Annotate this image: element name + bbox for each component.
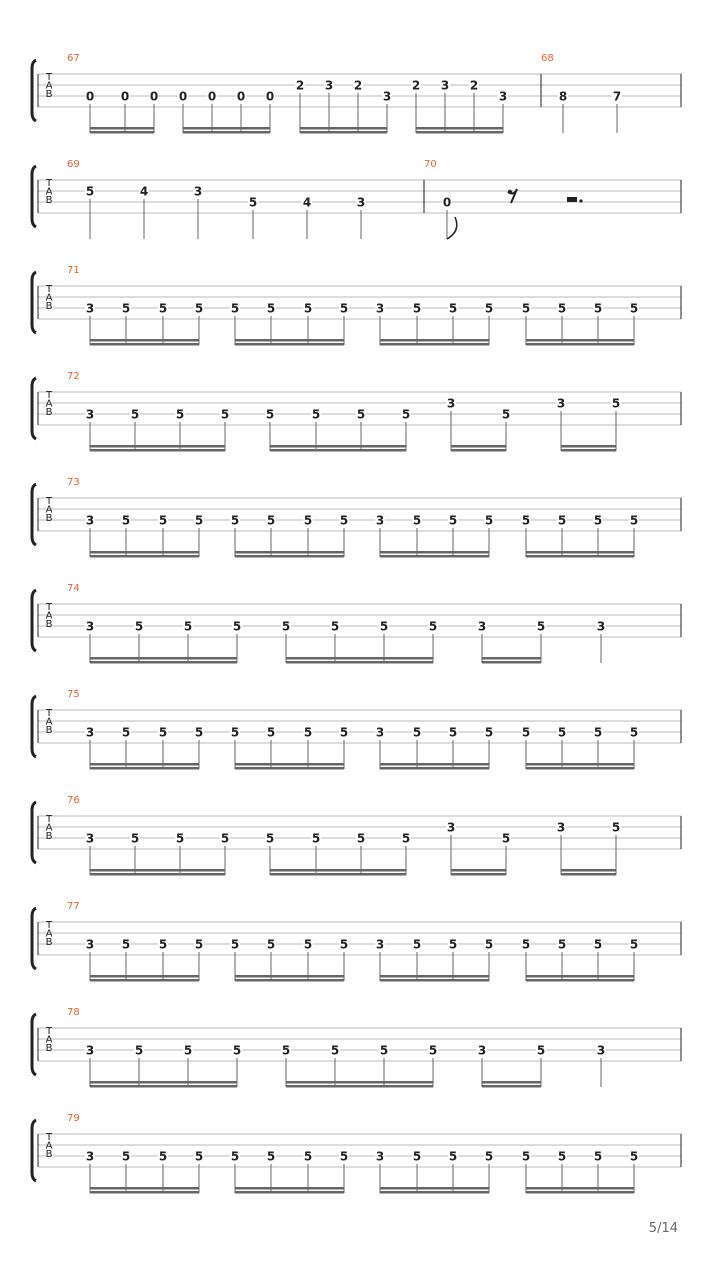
- fret-number: 5: [484, 301, 494, 316]
- note-beam: [451, 445, 506, 448]
- tab-clef-letter: T: [45, 178, 53, 189]
- tab-clef-letter: B: [45, 89, 53, 100]
- note-beam: [561, 869, 616, 872]
- note-beam: [526, 551, 634, 554]
- bracket-brace-icon: [32, 1120, 36, 1181]
- fret-number: 5: [130, 407, 140, 422]
- fret-number: 3: [375, 513, 385, 528]
- note-beam: [380, 1187, 489, 1190]
- note-beam: [286, 1085, 433, 1088]
- measure-number: 69: [67, 159, 80, 170]
- fret-number: 5: [356, 407, 366, 422]
- note-beam: [451, 873, 506, 876]
- note-beam: [235, 979, 344, 982]
- measure-number: 70: [424, 159, 437, 170]
- note-beam: [183, 131, 270, 134]
- fret-number: 5: [593, 725, 603, 740]
- note-beam: [526, 343, 634, 346]
- fret-number: 5: [158, 725, 168, 740]
- fret-number: 2: [469, 78, 479, 93]
- fret-number: 5: [629, 1149, 639, 1164]
- fret-number: 5: [230, 937, 240, 952]
- note-beam: [416, 127, 503, 130]
- tab-system: [32, 1007, 681, 1088]
- note-beam: [380, 339, 489, 342]
- bracket-brace-icon: [32, 696, 36, 757]
- bracket-brace-icon: [32, 1014, 36, 1075]
- fret-number: 2: [411, 78, 421, 93]
- fret-number: 5: [121, 725, 131, 740]
- fret-number: 5: [281, 619, 291, 634]
- fret-number: 3: [85, 937, 95, 952]
- fret-number: 5: [521, 725, 531, 740]
- fret-number: 5: [158, 1149, 168, 1164]
- fret-number: 5: [448, 1149, 458, 1164]
- tab-system: [32, 583, 681, 664]
- fret-number: 3: [477, 1043, 487, 1058]
- fret-number: 5: [230, 301, 240, 316]
- tab-clef-letter: B: [45, 619, 53, 630]
- fret-number: 3: [85, 831, 95, 846]
- note-beam: [286, 1081, 433, 1084]
- note-beam: [90, 339, 199, 342]
- note-beam: [300, 131, 387, 134]
- fret-number: 2: [353, 78, 363, 93]
- fret-number: 5: [428, 1043, 438, 1058]
- fret-number: 5: [232, 619, 242, 634]
- measure-number: 79: [67, 1113, 80, 1124]
- fret-number: 5: [412, 937, 422, 952]
- note-beam: [235, 975, 344, 978]
- fret-number: 5: [134, 619, 144, 634]
- note-beam: [451, 449, 506, 452]
- note-beam: [300, 127, 387, 130]
- note-beam: [235, 555, 344, 558]
- fret-number: 3: [375, 937, 385, 952]
- dotted-half-rest-icon: [567, 197, 577, 202]
- note-beam: [270, 869, 406, 872]
- note-beam: [90, 1187, 199, 1190]
- fret-number: 3: [375, 725, 385, 740]
- note-beam: [90, 661, 237, 664]
- note-beam: [451, 869, 506, 872]
- fret-number: 5: [501, 407, 511, 422]
- fret-number: 5: [248, 195, 258, 210]
- note-beam: [482, 657, 541, 660]
- note-beam: [90, 445, 225, 448]
- note-beam: [90, 979, 199, 982]
- note-beam: [270, 445, 406, 448]
- fret-number: 5: [175, 831, 185, 846]
- fret-number: 5: [339, 1149, 349, 1164]
- fret-number: 5: [401, 407, 411, 422]
- fret-number: 5: [412, 1149, 422, 1164]
- note-beam: [526, 767, 634, 770]
- fret-number: 5: [194, 513, 204, 528]
- fret-number: 0: [120, 89, 130, 104]
- fret-number: 5: [303, 725, 313, 740]
- measure-number: 76: [67, 795, 80, 806]
- note-beam: [380, 555, 489, 558]
- note-beam: [235, 763, 344, 766]
- note-beam: [380, 551, 489, 554]
- bracket-brace-icon: [32, 378, 36, 439]
- fret-number: 5: [121, 301, 131, 316]
- fret-number: 3: [556, 820, 566, 835]
- tab-clef-letter: B: [45, 831, 53, 842]
- fret-number: 5: [501, 831, 511, 846]
- fret-number: 5: [266, 1149, 276, 1164]
- fret-number: 5: [339, 301, 349, 316]
- note-beam: [270, 449, 406, 452]
- bracket-brace-icon: [32, 802, 36, 863]
- tab-clef-letter: T: [45, 920, 53, 931]
- note-beam: [380, 343, 489, 346]
- fret-number: 5: [158, 513, 168, 528]
- page-number: 5/14: [648, 1221, 678, 1236]
- fret-number: 5: [232, 1043, 242, 1058]
- note-beam: [90, 343, 199, 346]
- tab-clef-letter: B: [45, 1043, 53, 1054]
- fret-number: 5: [134, 1043, 144, 1058]
- fret-number: 5: [356, 831, 366, 846]
- fret-number: 5: [85, 184, 95, 199]
- bracket-brace-icon: [32, 166, 36, 227]
- tab-clef-letter: A: [45, 716, 53, 728]
- fret-number: 0: [207, 89, 217, 104]
- fret-number: 5: [339, 513, 349, 528]
- measure-number: 67: [67, 53, 80, 64]
- fret-number: 3: [356, 195, 366, 210]
- tab-system: [32, 159, 681, 239]
- note-beam: [183, 127, 270, 130]
- measure-number: 75: [67, 689, 80, 700]
- fret-number: 3: [477, 619, 487, 634]
- note-beam: [90, 975, 199, 978]
- fret-number: 5: [266, 937, 276, 952]
- fret-number: 5: [536, 619, 546, 634]
- rest-dot-head: [508, 190, 512, 194]
- tab-clef-letter: B: [45, 407, 53, 418]
- fret-number: 0: [265, 89, 275, 104]
- fret-number: 5: [311, 831, 321, 846]
- fret-number: 5: [121, 1149, 131, 1164]
- note-beam: [90, 657, 237, 660]
- fret-number: 5: [611, 396, 621, 411]
- tab-clef-letter: B: [45, 937, 53, 948]
- tab-clef-letter: T: [45, 284, 53, 295]
- note-beam: [235, 339, 344, 342]
- fret-number: 5: [183, 619, 193, 634]
- note-beam: [482, 1081, 541, 1084]
- fret-number: 5: [557, 513, 567, 528]
- tab-clef-letter: B: [45, 195, 53, 206]
- fret-number: 5: [303, 513, 313, 528]
- fret-number: 5: [266, 301, 276, 316]
- tab-clef-letter: T: [45, 708, 53, 719]
- note-beam: [561, 445, 616, 448]
- note-beam: [270, 873, 406, 876]
- tab-clef-letter: A: [45, 398, 53, 410]
- fret-number: 5: [220, 831, 230, 846]
- fret-number: 5: [158, 301, 168, 316]
- fret-number: 3: [556, 396, 566, 411]
- note-beam: [561, 449, 616, 452]
- fret-number: 5: [629, 725, 639, 740]
- tab-clef-letter: B: [45, 513, 53, 524]
- fret-number: 5: [593, 513, 603, 528]
- note-beam: [235, 1187, 344, 1190]
- tab-clef-letter: A: [45, 186, 53, 198]
- note-beam: [526, 1187, 634, 1190]
- fret-number: 5: [230, 513, 240, 528]
- fret-number: 4: [302, 195, 312, 210]
- fret-number: 5: [303, 1149, 313, 1164]
- fret-number: 3: [596, 1043, 606, 1058]
- fret-number: 0: [149, 89, 159, 104]
- note-beam: [380, 975, 489, 978]
- fret-number: 3: [85, 301, 95, 316]
- fret-number: 3: [498, 89, 508, 104]
- fret-number: 5: [281, 1043, 291, 1058]
- fret-number: 5: [629, 937, 639, 952]
- rest-dot: [579, 199, 582, 202]
- note-beam: [482, 1085, 541, 1088]
- note-beam: [286, 661, 433, 664]
- note-beam: [380, 763, 489, 766]
- bracket-brace-icon: [32, 272, 36, 333]
- tab-clef-letter: A: [45, 1140, 53, 1152]
- note-beam: [526, 1191, 634, 1194]
- tab-system: [32, 1113, 681, 1194]
- tab-clef-letter: T: [45, 496, 53, 507]
- note-beam: [526, 975, 634, 978]
- fret-number: 5: [412, 301, 422, 316]
- note-beam: [235, 551, 344, 554]
- fret-number: 0: [442, 195, 452, 210]
- measure-number: 68: [541, 53, 554, 64]
- fret-number: 4: [139, 184, 149, 199]
- fret-number: 5: [183, 1043, 193, 1058]
- tab-clef-letter: A: [45, 610, 53, 622]
- fret-number: 3: [85, 725, 95, 740]
- fret-number: 5: [428, 619, 438, 634]
- fret-number: 3: [193, 184, 203, 199]
- fret-number: 3: [85, 619, 95, 634]
- fret-number: 3: [85, 513, 95, 528]
- fret-number: 3: [375, 1149, 385, 1164]
- fret-number: 5: [412, 513, 422, 528]
- fret-number: 5: [412, 725, 422, 740]
- fret-number: 5: [265, 407, 275, 422]
- fret-number: 2: [295, 78, 305, 93]
- fret-number: 5: [175, 407, 185, 422]
- fret-number: 5: [521, 301, 531, 316]
- measure-number: 71: [67, 265, 80, 276]
- tab-clef-letter: B: [45, 1149, 53, 1160]
- fret-number: 5: [303, 301, 313, 316]
- note-beam: [526, 555, 634, 558]
- fret-number: 3: [446, 820, 456, 835]
- bracket-brace-icon: [32, 60, 36, 121]
- fret-number: 3: [85, 1149, 95, 1164]
- tab-clef-letter: A: [45, 292, 53, 304]
- fret-number: 5: [484, 513, 494, 528]
- fret-number: 3: [324, 78, 334, 93]
- fret-number: 0: [236, 89, 246, 104]
- fret-number: 5: [266, 725, 276, 740]
- fret-number: 5: [230, 725, 240, 740]
- note-beam: [90, 555, 199, 558]
- note-beam: [90, 131, 154, 134]
- tab-clef-letter: A: [45, 822, 53, 834]
- fret-number: 8: [558, 89, 568, 104]
- fret-number: 0: [178, 89, 188, 104]
- fret-number: 5: [339, 937, 349, 952]
- tab-clef-letter: T: [45, 1026, 53, 1037]
- fret-number: 5: [521, 513, 531, 528]
- fret-number: 5: [629, 513, 639, 528]
- fret-number: 3: [446, 396, 456, 411]
- fret-number: 3: [375, 301, 385, 316]
- measure-number: 78: [67, 1007, 80, 1018]
- measure-number: 74: [67, 583, 80, 594]
- tab-clef-letter: T: [45, 390, 53, 401]
- fret-number: 5: [194, 937, 204, 952]
- measure-number: 77: [67, 901, 80, 912]
- fret-number: 5: [158, 937, 168, 952]
- note-beam: [235, 343, 344, 346]
- note-beam: [90, 1191, 199, 1194]
- note-beam: [90, 869, 225, 872]
- note-beam: [90, 763, 199, 766]
- tab-system: [32, 371, 681, 452]
- note-beam: [90, 551, 199, 554]
- fret-number: 3: [440, 78, 450, 93]
- note-beam: [90, 449, 225, 452]
- note-beam: [90, 873, 225, 876]
- tab-clef-letter: T: [45, 1132, 53, 1143]
- tab-system: [32, 53, 681, 134]
- fret-number: 7: [612, 89, 622, 104]
- fret-number: 3: [85, 1043, 95, 1058]
- fret-number: 5: [230, 1149, 240, 1164]
- tab-clef-letter: T: [45, 72, 53, 83]
- tab-clef-letter: B: [45, 725, 53, 736]
- fret-number: 5: [557, 301, 567, 316]
- note-beam: [235, 1191, 344, 1194]
- tab-clef-letter: T: [45, 814, 53, 825]
- note-beam: [90, 1081, 237, 1084]
- fret-number: 5: [311, 407, 321, 422]
- tab-clef-letter: A: [45, 1034, 53, 1046]
- tab-clef-letter: A: [45, 80, 53, 92]
- fret-number: 5: [448, 301, 458, 316]
- fret-number: 5: [121, 937, 131, 952]
- note-beam: [286, 657, 433, 660]
- tab-system: [32, 689, 681, 770]
- note-beam: [380, 979, 489, 982]
- note-beam: [526, 979, 634, 982]
- note-beam: [90, 127, 154, 130]
- note-beam: [416, 131, 503, 134]
- measure-number: 72: [67, 371, 80, 382]
- fret-number: 5: [194, 1149, 204, 1164]
- bracket-brace-icon: [32, 908, 36, 969]
- bracket-brace-icon: [32, 590, 36, 651]
- bracket-brace-icon: [32, 484, 36, 545]
- note-beam: [561, 873, 616, 876]
- note-beam: [90, 767, 199, 770]
- tab-clef-letter: T: [45, 602, 53, 613]
- fret-number: 5: [593, 937, 603, 952]
- fret-number: 5: [265, 831, 275, 846]
- tab-clef-letter: A: [45, 504, 53, 516]
- fret-number: 5: [557, 937, 567, 952]
- fret-number: 5: [220, 407, 230, 422]
- fret-number: 5: [629, 301, 639, 316]
- fret-number: 5: [121, 513, 131, 528]
- note-beam: [482, 661, 541, 664]
- fret-number: 5: [557, 725, 567, 740]
- fret-number: 5: [130, 831, 140, 846]
- tab-system: [32, 901, 681, 982]
- fret-number: 3: [596, 619, 606, 634]
- note-beam: [526, 339, 634, 342]
- note-beam: [380, 767, 489, 770]
- fret-number: 5: [484, 1149, 494, 1164]
- note-beam: [380, 1191, 489, 1194]
- fret-number: 5: [448, 725, 458, 740]
- fret-number: 5: [194, 301, 204, 316]
- fret-number: 5: [521, 1149, 531, 1164]
- note-beam: [90, 1085, 237, 1088]
- note-beam: [235, 767, 344, 770]
- fret-number: 5: [536, 1043, 546, 1058]
- fret-number: 5: [401, 831, 411, 846]
- fret-number: 5: [194, 725, 204, 740]
- fret-number: 5: [379, 1043, 389, 1058]
- fret-number: 0: [85, 89, 95, 104]
- fret-number: 5: [593, 301, 603, 316]
- fret-number: 5: [330, 1043, 340, 1058]
- fret-number: 5: [339, 725, 349, 740]
- fret-number: 5: [593, 1149, 603, 1164]
- fret-number: 5: [448, 513, 458, 528]
- note-beam: [526, 763, 634, 766]
- tab-clef-letter: A: [45, 928, 53, 940]
- fret-number: 5: [484, 725, 494, 740]
- fret-number: 5: [521, 937, 531, 952]
- measure-number: 73: [67, 477, 80, 488]
- fret-number: 5: [303, 937, 313, 952]
- fret-number: 5: [484, 937, 494, 952]
- fret-number: 5: [557, 1149, 567, 1164]
- fret-number: 3: [85, 407, 95, 422]
- tab-system: [32, 795, 681, 876]
- tab-system: [32, 477, 681, 558]
- fret-number: 5: [266, 513, 276, 528]
- tab-system: [32, 265, 681, 346]
- fret-number: 5: [330, 619, 340, 634]
- fret-number: 5: [448, 937, 458, 952]
- eighth-flag-icon: [447, 217, 457, 239]
- tab-clef-letter: B: [45, 301, 53, 312]
- fret-number: 3: [382, 89, 392, 104]
- fret-number: 5: [611, 820, 621, 835]
- fret-number: 5: [379, 619, 389, 634]
